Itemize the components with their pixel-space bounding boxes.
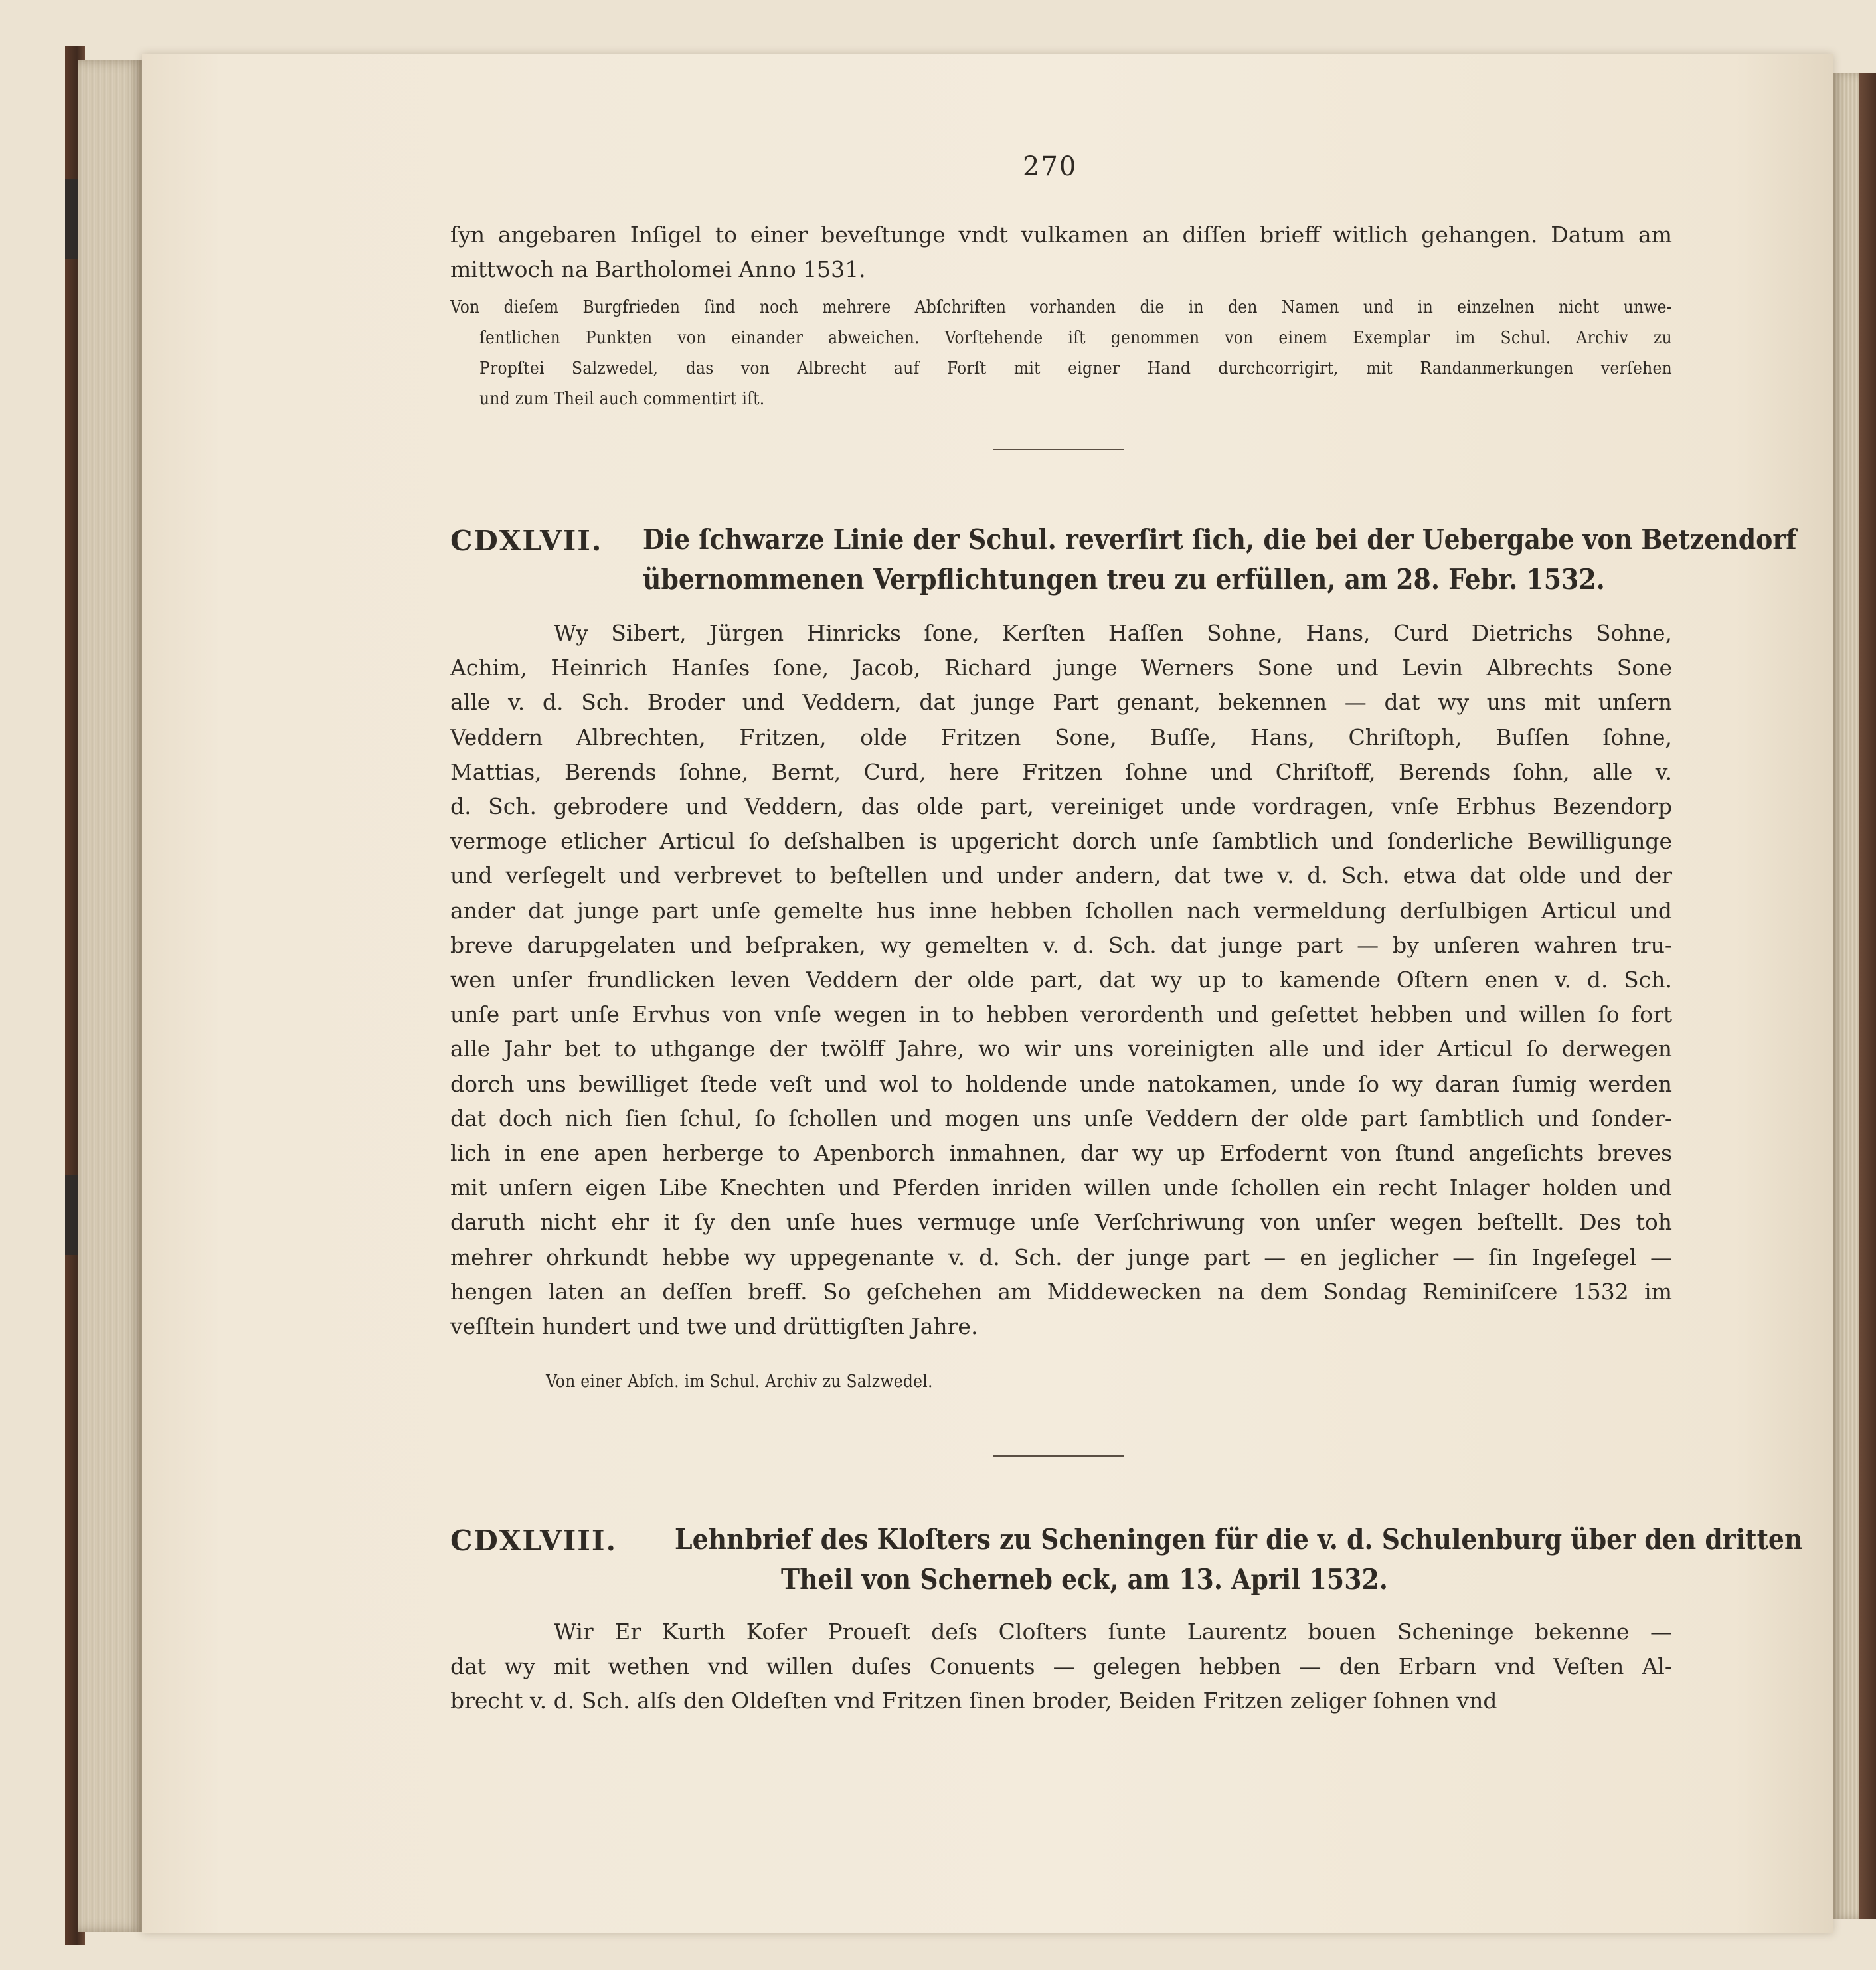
body-line: und verſegelt und verbrevet to beſtellen und under andern, dat twe v. d. Sch. etwa dat olde und der <box>450 862 1672 889</box>
body-line: d. Sch. gebrodere und Veddern, das olde part, vereiniget unde vordragen, vnſe Erbhus Bezendorp <box>450 793 1672 819</box>
body-line: daruth nicht ehr it ſy den unſe hues vermuge unſe Verſchriwung von unſer wegen beſtellt. Des toh <box>450 1209 1672 1236</box>
document-number: CDXLVII. <box>450 525 603 557</box>
body-line: breve darupgelaten und beſpraken, wy gemelten v. d. Sch. dat junge part — by unſeren wahren tru- <box>450 932 1672 958</box>
body-line: mit unſern eigen Libe Knechten und Pferden inriden willen unde ſchollen ein recht Inlager holden und <box>450 1175 1672 1201</box>
book-cover-right <box>1859 73 1876 1919</box>
document-number: CDXLVIII. <box>450 1524 618 1557</box>
body-line: dat wy mit wethen vnd willen duſes Conuents — gelegen hebben — den Erbarn vnd Veſten Al- <box>450 1653 1672 1679</box>
document-title-line: übernommenen Verpflichtungen treu zu erfüllen, am 28. Febr. 1532. <box>643 563 1605 596</box>
body-line: Wy Sibert, Jürgen Hinricks ſone, Kerſten Haſſen Sohne, Hans, Curd Dietrichs Sohne, <box>554 620 1672 646</box>
body-line: hengen laten an deſſen breff. So geſchehen am Middewecken na dem Sondag Reminiſcere 1532 im <box>450 1278 1672 1305</box>
section-divider <box>993 1455 1124 1457</box>
body-line: Achim, Heinrich Hanſes ſone, Jacob, Richard junge Werners Sone und Levin Albrechts Sone <box>450 655 1672 681</box>
body-line: lich in ene apen herberge to Apenborch inmahnen, dar wy up Erfodernt von ſtund angeſichts breves <box>450 1140 1672 1166</box>
source-note: Von einer Abſch. im Schul. Archiv zu Salzwedel. <box>546 1372 933 1392</box>
body-line: ander dat junge part unſe gemelte hus inne hebben ſchollen nach vermeldung derſulbigen Articul und <box>450 897 1672 924</box>
body-line: dorch uns bewilliget ſtede veſt und wol to holdende unde natokamen, unde ſo wy daran ſumig werden <box>450 1070 1672 1097</box>
document-title-line: Lehnbrief des Kloſters zu Scheningen für die v. d. Schulenburg über den dritten <box>675 1523 1803 1556</box>
document-title-line: Theil von Scherneb eck, am 13. April 1532. <box>781 1563 1388 1596</box>
body-line: Wir Er Kurth Kofer Proueſt deſs Cloſters ſunte Laurentz bouen Scheninge bekenne — <box>554 1619 1672 1645</box>
body-line: alle Jahr bet to uthgange der twölff Jahre, wo wir uns voreinigten alle und ider Articul ſo derwegen <box>450 1036 1672 1062</box>
body-line: unſe part unſe Ervhus von vnſe wegen in to hebben verordenth und geſettet hebben und willen ſo fort <box>450 1001 1672 1028</box>
body-line: wen unſer frundlicken leven Veddern der olde part, dat wy up to kamende Oſtern enen v. d. Sch. <box>450 967 1672 993</box>
body-line: vermoge etlicher Articul ſo deſshalben is upgericht dorch unſe ſambtlich und ſonderliche Bewilligunge <box>450 828 1672 855</box>
intro-line: ſyn angebaren Inſigel to einer beveſtunge vndt vulkamen an diſſen brieff witlich gehangen. Datum am <box>450 222 1672 248</box>
note-line: und zum Theil auch commentirt iſt. <box>479 389 765 409</box>
body-line: alle v. d. Sch. Broder und Veddern, dat junge Part genant, bekennen — dat wy uns mit unſern <box>450 689 1672 716</box>
body-line: Veddern Albrechten, Fritzen, olde Fritzen Sone, Buſſe, Hans, Chriſtoph, Buſſen ſohne, <box>450 724 1672 750</box>
body-line: mehrer ohrkundt hebbe wy uppegenante v. d. Sch. der junge part — en jeglicher — ſin Ingeſegel — <box>450 1244 1672 1270</box>
page-number: 270 <box>1023 151 1078 182</box>
note-line: ſentlichen Punkten von einander abweichen. Vorſtehende iſt genommen von einem Exemplar im Schul. Archiv zu <box>479 328 1672 348</box>
body-line: veſſtein hundert und twe und drüttigſten Jahre. <box>450 1313 978 1339</box>
note-line: Propſtei Salzwedel, das von Albrecht auf Forſt mit eigner Hand durchcorrigirt, mit Randanmerkungen verſehen <box>479 359 1672 378</box>
body-line: Mattias, Berends ſohne, Bernt, Curd, here Fritzen ſohne und Chriſtoff, Berends ſohn, alle v. <box>450 758 1672 785</box>
body-line: dat doch nich ſien ſchul, ſo ſchollen und mogen uns unſe Veddern der olde part ſambtlich und ſonder- <box>450 1105 1672 1131</box>
intro-line: mittwoch na Bartholomei Anno 1531. <box>450 256 866 282</box>
book-page-edges-left <box>78 60 142 1932</box>
section-divider <box>993 449 1124 450</box>
document-title-line: Die ſchwarze Linie der Schul. reverſirt ſich, die bei der Uebergabe von Betzendorf <box>643 523 1797 556</box>
body-line: brecht v. d. Sch. alſs den Oldeſten vnd Fritzen ſinen broder, Beiden Fritzen zeliger ſohnen vnd <box>450 1688 1497 1714</box>
note-line: Von dieſem Burgfrieden ſind noch mehrere Abſchriften vorhanden die in den Namen und in einzelnen nicht unwe- <box>450 297 1672 317</box>
